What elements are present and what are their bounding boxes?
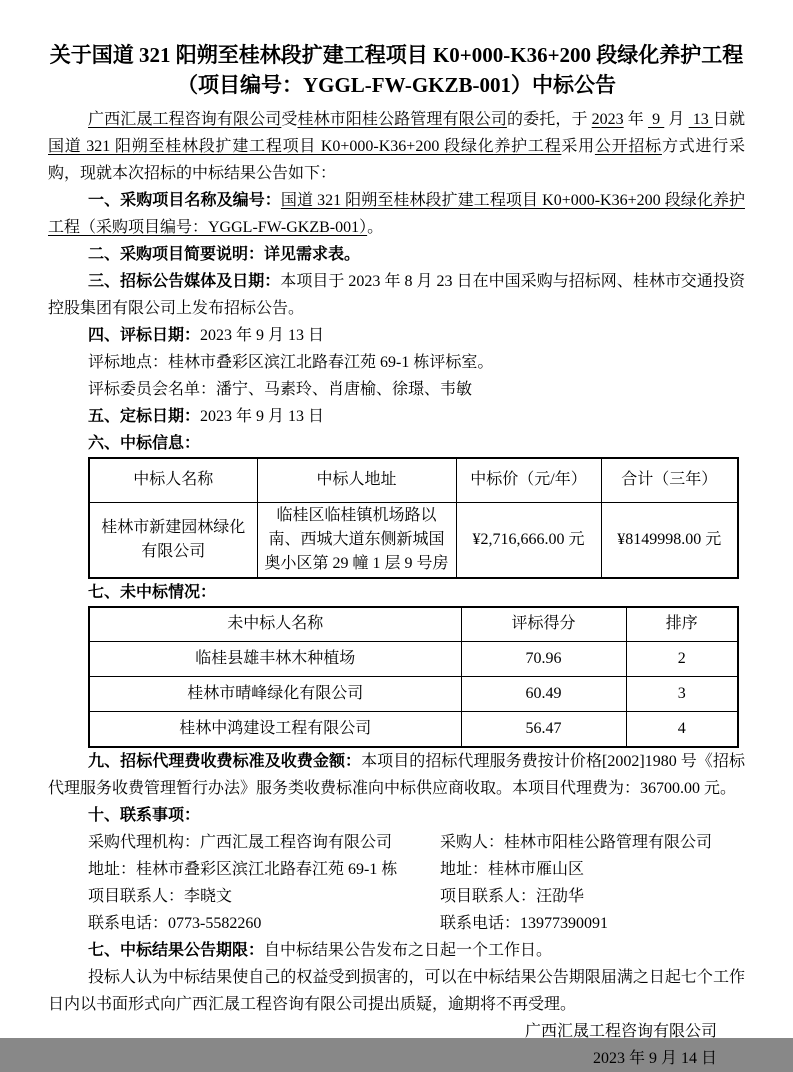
losing-bidder-score-cell: 60.49: [461, 677, 626, 712]
section-1-project-name: 国道 321 阳朔至桂林段扩建工程项目 K0+000-K36+200 段绿化养护工程（采购项目编号：YGGL-FW-GKZB-001）: [48, 192, 745, 236]
losing-header-bidder-name: 未中标人名称: [89, 607, 461, 642]
agency-contact-person: 项目联系人：李晓文: [88, 887, 233, 905]
announcement-period-text: 自中标结果公告发布之日起一个工作日。: [264, 941, 553, 959]
section-7b-label: 七、中标结果公告期限：: [88, 941, 265, 959]
intro-paragraph: 广西汇晟工程咨询有限公司受桂林市阳桂公路管理有限公司的委托，于 2023 年 9 月 13 日就国道 321 阳朔至桂林段扩建工程项目 K0+000-K36+200 段绿化养护工程采用公开招标方式进行采购，现就本次招标的中标结果公告如下：: [48, 111, 745, 182]
losing-bidder-rank-cell: 3: [626, 677, 738, 712]
section-6: [48, 430, 745, 457]
award-header-price-per-year: 中标价（元/年）: [456, 458, 601, 502]
section-1-label: 一、采购项目名称及编号：: [88, 192, 281, 209]
losing-table-row: [89, 642, 738, 677]
procurement-method: 公开招标: [594, 138, 662, 155]
section-7b: [48, 937, 745, 964]
procurement-agency: 采购代理机构：广西汇晟工程咨询有限公司: [88, 833, 393, 851]
dispute-paragraph: 投标人认为中标结果使自己的权益受到损害的，可以在中标结果公告期限届满之日起七个工作日内以书面形式向广西汇晟工程咨询有限公司提出质疑，逾期将不再受理。: [48, 968, 745, 1013]
closing-organization: 广西汇晟工程咨询有限公司: [524, 1022, 717, 1040]
purchaser-contact-person: 项目联系人：汪劭华: [440, 887, 585, 905]
section-7-label: 七、未中标情况：: [88, 583, 217, 601]
winner-address-cell: 临桂区临桂镇机场路以南、西城大道东侧新城国奥小区第 29 幢 1 层 9 号房: [257, 502, 456, 578]
section-2-text: 详见需求表。: [264, 246, 361, 263]
losing-header-rank: 排序: [626, 607, 738, 642]
purchaser-phone: 联系电话：13977390091: [440, 914, 609, 932]
section-2-label: 二、采购项目简要说明：: [88, 246, 265, 263]
losing-bidder-score-cell: 56.47: [461, 712, 626, 747]
evaluation-date: 2023 年 9 月 13 日: [200, 327, 325, 344]
losing-table-header-row: [89, 607, 738, 642]
purchaser-name: 桂林市阳桂公路管理有限公司: [297, 111, 507, 128]
losing-table-row: [89, 712, 738, 747]
award-table: [88, 457, 739, 579]
contact-row: [48, 883, 745, 910]
award-header-total-three-years: 合计（三年）: [601, 458, 738, 502]
day-value: 13: [688, 111, 713, 128]
section-2: [48, 241, 745, 268]
agency-name: 广西汇晟工程咨询有限公司: [88, 111, 282, 128]
winner-price-cell: ¥2,716,666.00 元: [456, 502, 601, 578]
losing-bidder-score-cell: 70.96: [461, 642, 626, 677]
section-6-label: 六、中标信息：: [88, 435, 201, 452]
losing-bidders-table: [88, 606, 739, 748]
evaluation-committee: 评标委员会名单：潘宁、马素玲、肖唐榆、徐璟、韦敏: [88, 381, 473, 398]
winner-name-cell: 桂林市新建园林绿化有限公司: [89, 502, 257, 578]
losing-bidder-name-cell: 桂林中鸿建设工程有限公司: [89, 712, 461, 747]
year-value: 2023: [591, 111, 624, 128]
section-3-label: 三、招标公告媒体及日期：: [88, 273, 281, 290]
section-7: [48, 579, 745, 606]
award-table-row: [89, 502, 738, 578]
section-4-label: 四、评标日期：: [88, 327, 201, 344]
section-10: [48, 802, 745, 829]
project-name: 国道 321 阳朔至桂林段扩建工程项目 K0+000-K36+200 段绿化养护工程: [48, 138, 562, 155]
section-1: 一、采购项目名称及编号：国道 321 阳朔至桂林段扩建工程项目 K0+000-K36+200 段绿化养护工程（采购项目编号：YGGL-FW-GKZB-001）。: [48, 192, 745, 236]
agency-address: 地址：桂林市叠彩区滨江北路春江苑 69-1 栋: [88, 860, 398, 878]
award-header-winner-name: 中标人名称: [89, 458, 257, 502]
month-value: 9: [648, 111, 665, 128]
losing-bidder-rank-cell: 4: [626, 712, 738, 747]
award-decision-date: 2023 年 9 月 13 日: [200, 408, 325, 425]
section-9: [48, 748, 745, 802]
contact-row: [48, 910, 745, 937]
evaluation-location: 评标地点：桂林市叠彩区滨江北路春江苑 69-1 栋评标室。: [88, 354, 494, 371]
page-title: 关于国道 321 阳朔至桂林段扩建工程项目 K0+000-K36+200 段绿化养护工程（项目编号：YGGL-FW-GKZB-001）中标公告: [49, 43, 744, 97]
losing-table-row: [89, 677, 738, 712]
agency-fee-text: 本项目的招标代理服务费按计价格[2002]1980 号《招标代理服务收费管理暂行办法》服务类收费标准向中标供应商收取。本项目代理费为：36700.00 元。: [48, 752, 745, 797]
section-3: [48, 268, 745, 322]
losing-bidder-name-cell: 桂林市晴峰绿化有限公司: [89, 677, 461, 712]
section-9-label: 九、招标代理费收费标准及收费金额：: [88, 752, 362, 770]
winner-total-cell: ¥8149998.00 元: [601, 502, 738, 578]
losing-header-score: 评标得分: [461, 607, 626, 642]
section-5-label: 五、定标日期：: [88, 408, 201, 425]
section-4: [48, 322, 745, 349]
section-10-label: 十、联系事项：: [88, 806, 201, 824]
losing-bidder-rank-cell: 2: [626, 642, 738, 677]
award-header-winner-address: 中标人地址: [257, 458, 456, 502]
losing-bidder-name-cell: 临桂县雄丰林木种植场: [89, 642, 461, 677]
section-5: [48, 403, 745, 430]
contact-row: [48, 829, 745, 856]
award-table-header-row: [89, 458, 738, 502]
section-3-text: 本项目于 2023 年 8 月 23 日在中国采购与招标网、桂林市交通投资控股集团有限公司上发布招标公告。: [48, 273, 745, 317]
purchaser-address: 地址：桂林市雁山区: [440, 860, 585, 878]
contact-row: [48, 856, 745, 883]
closing-date: 2023 年 9 月 14 日: [592, 1049, 717, 1067]
purchaser: 采购人：桂林市阳桂公路管理有限公司: [440, 833, 713, 851]
agency-phone: 联系电话：0773-5582260: [88, 914, 262, 932]
